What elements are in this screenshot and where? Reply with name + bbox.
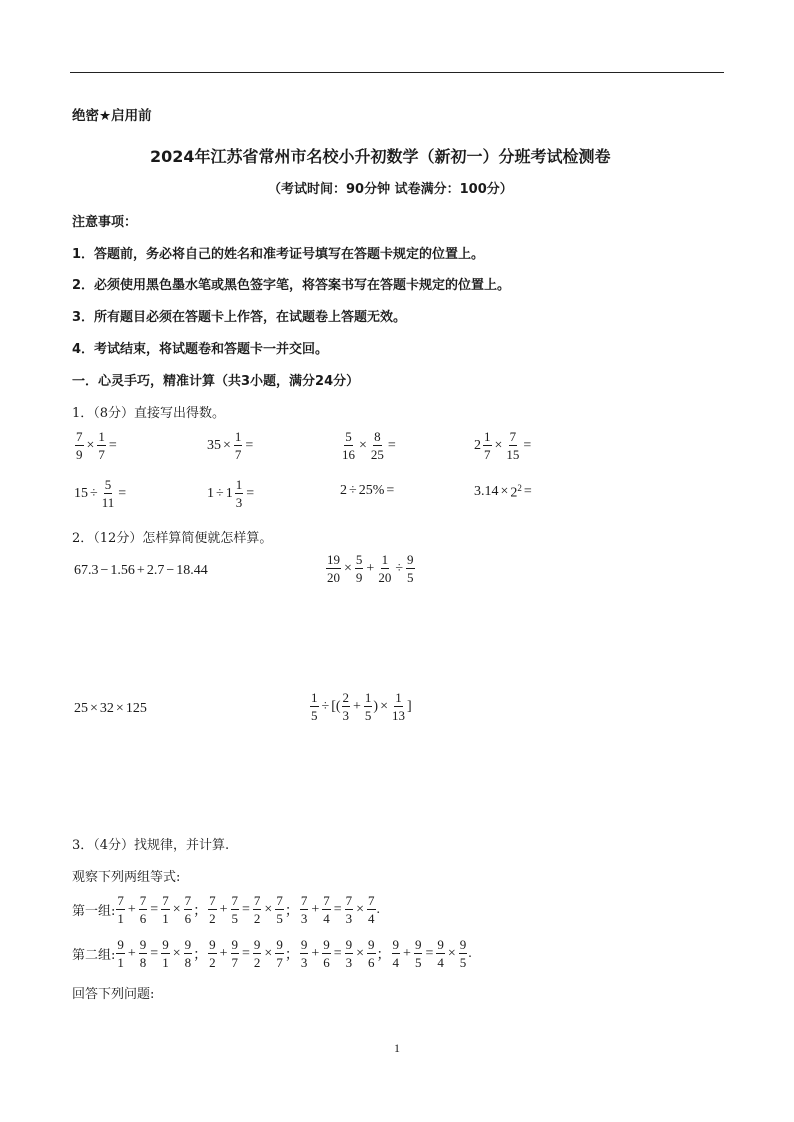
q1-item-4: 2 $\frac{1}{7}$ × $\frac{7}{15}$ = [474, 429, 532, 462]
q1-item-3: $\frac{5}{16}$ × $\frac{8}{25}$ = [342, 429, 396, 462]
q2-item-4: $\frac{1}{5}$ ÷ [( $\frac{2}{3}$ + $\frac{1}{5}$ ) × $\frac{1}{13}$ ] [311, 690, 412, 723]
group-2-label: 第二组: [72, 948, 116, 963]
note-item: 4．考试结束，将试题卷和答题卡一并交回。 [72, 342, 329, 357]
observe-text: 观察下列两组等式: [72, 870, 181, 885]
q1-item-8: 3.14 × $2^2$ = [474, 483, 532, 501]
note-item: 2．必须使用黑色墨水笔或黑色签字笔，将答案书写在答题卡规定的位置上。 [72, 278, 511, 293]
q2-item-1: 67.3 − 1.56 + 2.7 − 18.44 [74, 563, 208, 578]
question-1-stem: 1．（8分）直接写出得数。 [72, 406, 226, 421]
q1-item-7: 2 ÷ 25% = [340, 483, 395, 498]
header-rule [70, 72, 724, 73]
q2-item-2: $\frac{19}{20}$ × $\frac{5}{9}$ + $\frac{1}{20}$ ÷ $\frac{9}{5}$ [327, 552, 414, 585]
exam-info: （考试时间：90分钟 试卷满分：100分） [268, 182, 513, 197]
q1-item-1: $\frac{7}{9}$ × $\frac{1}{7}$ = [76, 429, 117, 462]
group-2-equations: 第二组: $\frac{9}{1}$ + $\frac{9}{8}$ = $\frac{9}{1}$ × $\frac{9}{8}$ ； $\frac{9}{2}$ + $\frac{9}{7}$ = $\frac{9}{2}$ × $\frac{9}{7}$ ； $\frac{9}{3}$ + $\frac{9}{6}$ = $\frac{9}{3}$ × $\frac{9}{6}$ ； $\frac{9}{4}$ + $\frac{9}{5}$ = $\frac{9}{4}$ × $\frac{9}{5}$ . [72, 937, 472, 970]
secret-mark: 绝密★启用前 [72, 108, 152, 124]
group-1-label: 第一组: [72, 904, 116, 919]
question-2-stem: 2．（12分）怎样算简便就怎样算。 [72, 531, 273, 546]
notes-heading: 注意事项： [72, 215, 138, 230]
section-heading: 一．心灵手巧，精准计算（共3小题，满分24分） [72, 374, 360, 389]
note-item: 1．答题前，务必将自己的姓名和准考证号填写在答题卡规定的位置上。 [72, 247, 485, 262]
note-item: 3．所有题目必须在答题卡上作答，在试题卷上答题无效。 [72, 310, 407, 325]
q2-item-3: 25 × 32 × 125 [74, 701, 147, 716]
question-3-stem: 3．（4分）找规律，并计算. [72, 838, 230, 853]
page-number: 1 [394, 1041, 400, 1055]
answer-prompt: 回答下列问题: [72, 987, 155, 1002]
group-1-equations: 第一组: $\frac{7}{1}$ + $\frac{7}{6}$ = $\frac{7}{1}$ × $\frac{7}{6}$ ； $\frac{7}{2}$ + $\frac{7}{5}$ = $\frac{7}{2}$ × $\frac{7}{5}$ ； $\frac{7}{3}$ + $\frac{7}{4}$ = $\frac{7}{3}$ × $\frac{7}{4}$ . [72, 893, 381, 926]
page-title: 2024年江苏省常州市名校小升初数学（新初一）分班考试检测卷 [150, 147, 611, 166]
q1-item-5: 15 ÷ $\frac{5}{11}$ = [74, 477, 127, 510]
q1-item-2: 35 × $\frac{1}{7}$ = [207, 429, 254, 462]
q1-item-6: 1 ÷ 1 $\frac{1}{3}$ = [207, 477, 255, 510]
